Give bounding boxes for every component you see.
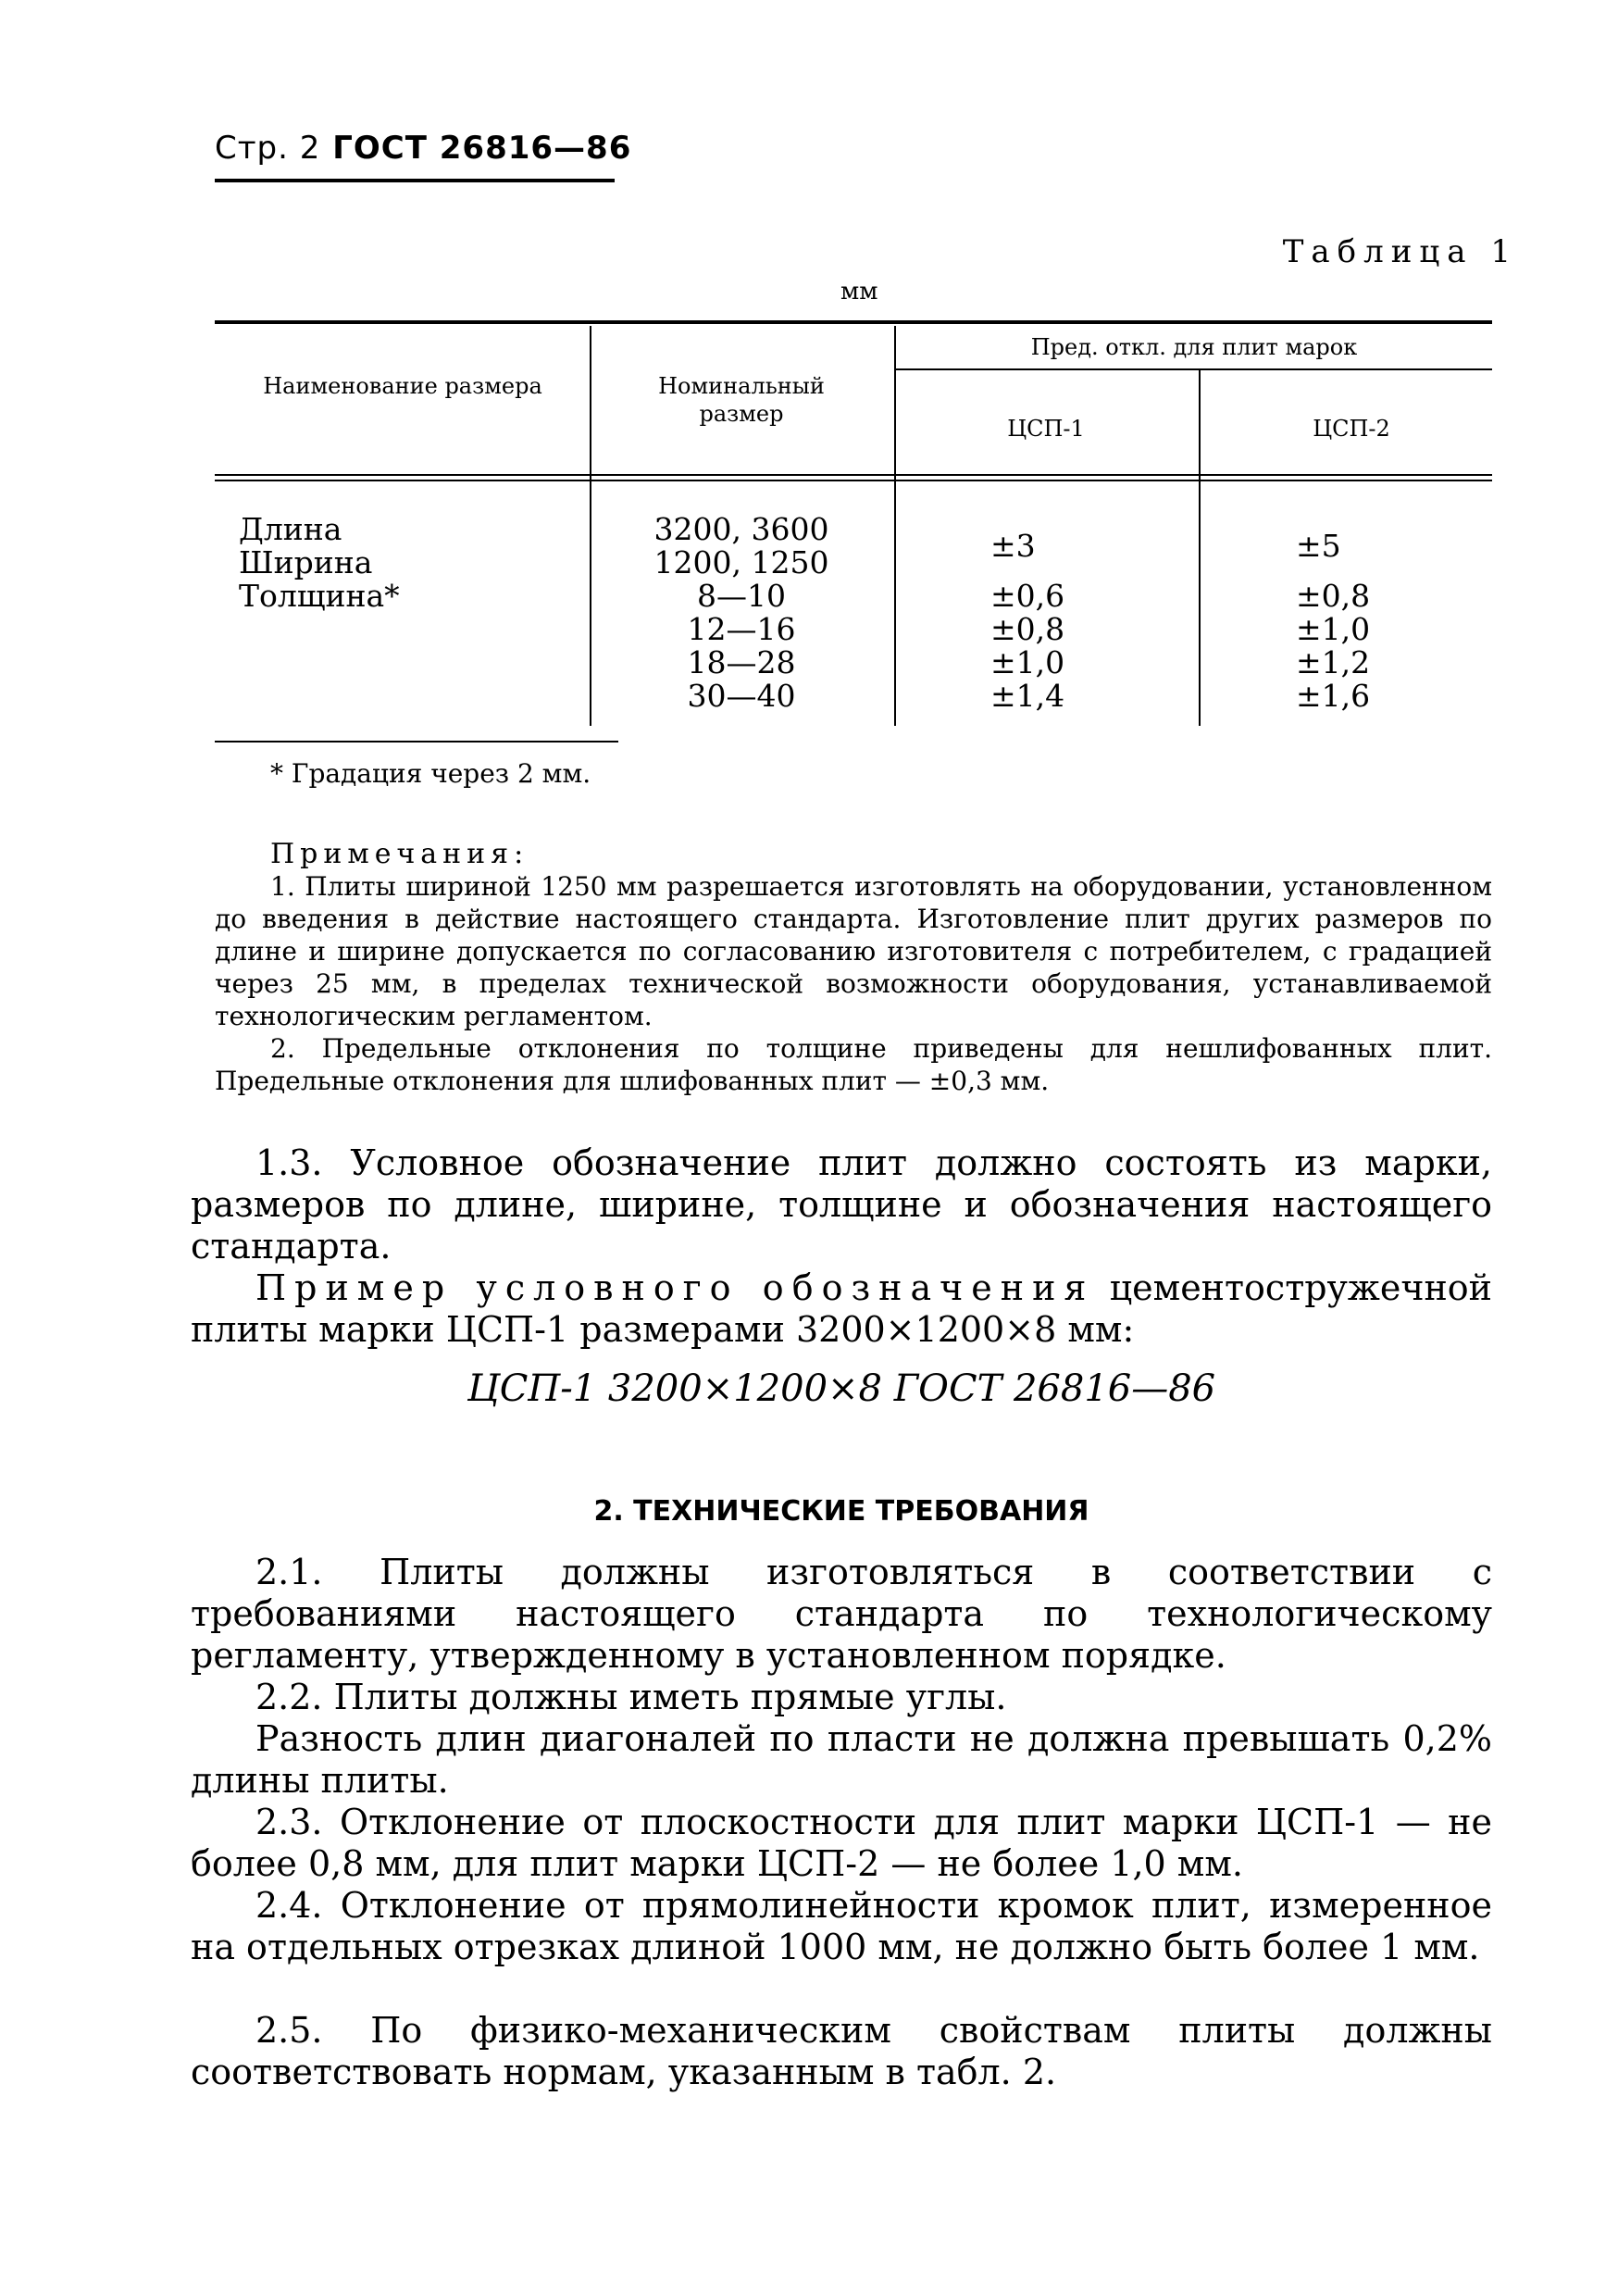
table-cell-csp1: ±0,6 — [990, 578, 1065, 614]
table-title: Таблица 1 — [1282, 233, 1518, 270]
col-header-group: Пред. откл. для плит марок — [1030, 334, 1358, 360]
paragraph-2-3: 2.3. Отклонение от плоскостности для плит марки ЦСП-1 — не более 0,8 мм, для плит марки ЦСП-2 — не более 1,0 мм. — [191, 1802, 1492, 1884]
note-2: 2. Предельные отклонения по толщине приведены для нешлифованных плит. Предельные отклонения для шлифованных плит — ±0,3 мм. — [215, 1033, 1492, 1096]
paragraph-2-4: 2.4. Отклонение от прямолинейности кромок плит, измеренное на отдельных отрезках длиной 1000 мм, не должно быть более 1 мм. — [191, 1885, 1492, 1967]
table-cell-nominal: 8—10 — [697, 578, 786, 614]
header-rule — [215, 179, 615, 182]
table-cell-csp2: ±1,6 — [1296, 678, 1371, 714]
paragraph-2-1: 2.1. Плиты должны изготовляться в соответствии с требованиями настоящего стандарта по технологическому регламенту, утвержденному в установленном порядке. — [191, 1552, 1492, 1676]
example-text: цементостружечной плиты марки ЦСП-1 размерами 3200×1200×8 мм: — [191, 1267, 1492, 1350]
table-group-rule — [896, 368, 1492, 370]
table-vline — [894, 326, 896, 726]
table-cell-nominal: 3200, 3600 — [653, 511, 829, 547]
table-cell-csp1: ±1,4 — [990, 678, 1065, 714]
table-cell-name: Толщина* — [239, 578, 400, 614]
table-cell-nominal: 1200, 1250 — [653, 544, 829, 580]
col-header-nominal: Номинальный размер — [658, 373, 825, 427]
table-cell-csp1: ±0,8 — [990, 611, 1065, 647]
table-cell-name: Длина — [239, 511, 342, 547]
table-cell-nominal: 18—28 — [687, 644, 796, 680]
page-header — [215, 130, 631, 167]
table-cell-name: Ширина — [239, 544, 373, 580]
footnote-rule — [215, 741, 618, 742]
example-paragraph — [191, 1267, 1492, 1351]
table-top-rule — [215, 320, 1492, 324]
page-number: Стр. 2 — [215, 130, 321, 167]
note-1: 1. Плиты шириной 1250 мм разрешается изготовлять на оборудовании, установленном до введения в действие настоящего стандарта. Изготовление плит других размеров по длине и ширине допускается по согласованию изготовителя с потребителем, с градацией через 25 мм, в пределах технической возможности оборудования, устанавливаемой технологическим регламентом. — [215, 871, 1492, 1031]
table-cell-csp1: ±1,0 — [990, 644, 1065, 680]
table-vline — [590, 326, 591, 726]
table-head-rule — [215, 474, 1492, 476]
designation-example: ЦСП-1 3200×1200×8 ГОСТ 26816—86 — [467, 1367, 1216, 1410]
table-cell-csp2: ±0,8 — [1296, 578, 1371, 614]
table-units: мм — [840, 278, 878, 306]
section-heading: 2. ТЕХНИЧЕСКИЕ ТРЕБОВАНИЯ — [593, 1495, 1089, 1528]
table-cell-nominal: 12—16 — [687, 611, 796, 647]
col-header-name: Наименование размера — [263, 373, 542, 399]
paragraph-2-2-diagonals: Разность длин диагоналей по пласти не должна превышать 0,2% длины плиты. — [191, 1718, 1492, 1801]
table-cell-nominal: 30—40 — [687, 678, 796, 714]
table-vline — [1199, 370, 1201, 726]
table-head-rule — [215, 480, 1492, 481]
standard-number: ГОСТ 26816—86 — [332, 130, 632, 167]
table-footnote: * Градация через 2 мм. — [270, 758, 591, 789]
example-label: Пример условного обозначения — [255, 1267, 1095, 1308]
paragraph-2-2: 2.2. Плиты должны иметь прямые углы. — [255, 1677, 1007, 1717]
col-header-csp1: ЦСП-1 — [1007, 416, 1085, 442]
table-cell-csp2: ±1,2 — [1296, 644, 1371, 680]
paragraph-2-5: 2.5. По физико-механическим свойствам плиты должны соответствовать нормам, указанным в табл. 2. — [191, 2010, 1492, 2092]
paragraph-1-3: 1.3. Условное обозначение плит должно состоять из марки, размеров по длине, ширине, толщине и обозначения настоящего стандарта. — [191, 1142, 1492, 1267]
col-header-csp2: ЦСП-2 — [1313, 416, 1390, 442]
notes-heading: Примечания: — [270, 838, 529, 870]
table-cell-csp2: ±1,0 — [1296, 611, 1371, 647]
table-cell-csp1: ±3 — [990, 528, 1036, 564]
table-cell-csp2: ±5 — [1296, 528, 1341, 564]
